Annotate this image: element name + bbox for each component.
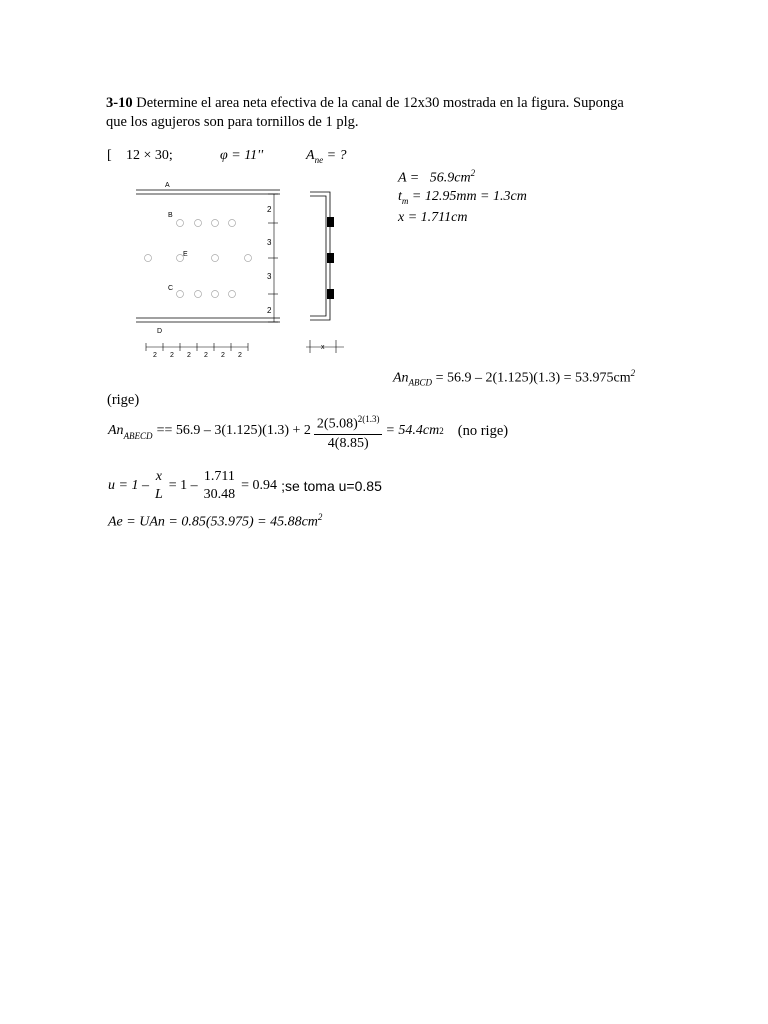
bottom-dimension — [146, 343, 248, 351]
eq-abecd-result: = 54.4cm — [385, 423, 440, 439]
eq-ae — [108, 512, 322, 531]
dim-bottom-4: 2 — [204, 352, 208, 359]
bolt-marker — [327, 289, 334, 299]
x-dimension — [306, 340, 344, 353]
given-line — [107, 148, 112, 164]
eq-abecd-rhs: == 56.9 – 3(1.125)(1.3) + 2 — [156, 423, 311, 439]
x-property: x = 1.711cm — [398, 210, 468, 225]
eq-u — [108, 468, 382, 504]
no-rige-note: (no rige) — [457, 422, 509, 439]
ane-equals: = ? — [326, 148, 347, 163]
label-a: A — [165, 182, 170, 189]
eq-u-result: = 0.94 — [241, 478, 278, 493]
eq-u-f1-num: x — [155, 469, 162, 484]
bolt-marker — [327, 217, 334, 227]
channel-figure — [130, 175, 355, 360]
hole — [177, 255, 184, 262]
eq-abecd-result-exp: 2 — [439, 426, 444, 437]
dim-bottom-3: 2 — [187, 352, 191, 359]
eq-abecd-num-exp: 2(1.3) — [357, 414, 380, 424]
eq-u-f2-den: 30.48 — [203, 487, 236, 502]
rige-note: (rige) — [107, 392, 140, 408]
eq-abecd-den: 4(8.85) — [327, 435, 369, 451]
label-b: B — [168, 212, 173, 219]
area-property — [398, 168, 475, 187]
eq-u-frac1 — [152, 468, 166, 504]
eq-abecd — [108, 410, 508, 453]
eq-abecd-fraction — [314, 410, 383, 453]
dim-right-3: 3 — [267, 272, 272, 281]
hole — [177, 220, 184, 227]
dim-right-2: 3 — [267, 238, 272, 247]
hole — [229, 291, 236, 298]
eq-ae-text: Ae = UAn = 0.85(53.975) = 45.88cm — [108, 514, 318, 530]
eq-abcd-exp: 2 — [630, 368, 636, 378]
section-designation: 12 × 30; — [126, 148, 173, 163]
bolt-marker — [327, 253, 334, 263]
eq-abecd-num: 2(5.08) — [316, 416, 358, 432]
label-e: E — [183, 251, 188, 258]
eq-u-f1-den: L — [154, 487, 163, 502]
tw-value: = 12.95mm = 1.3cm — [411, 189, 527, 204]
dim-bottom-2: 2 — [170, 352, 174, 359]
dim-right-1: 2 — [267, 205, 272, 214]
eq-u-frac2 — [201, 468, 239, 504]
bolt-holes — [145, 220, 252, 298]
hole — [195, 291, 202, 298]
tw-symbol: t — [398, 189, 402, 204]
dim-bottom-1: 2 — [153, 352, 157, 359]
area-value: 56.9cm — [429, 170, 471, 186]
label-c: C — [168, 285, 174, 292]
hole — [212, 291, 219, 298]
eq-u-note: ;se toma u=0.85 — [281, 478, 382, 494]
hole — [229, 220, 236, 227]
eq-u-mid: = 1 – — [168, 478, 198, 493]
bracket-symbol: [ — [107, 148, 112, 163]
problem-number: 3-10 — [106, 95, 133, 111]
eq-ae-exp: 2 — [317, 512, 323, 522]
eq-abcd — [393, 368, 635, 387]
hole — [212, 220, 219, 227]
area-lhs: A = — [398, 170, 420, 186]
area-exp: 2 — [470, 168, 476, 178]
problem-statement — [106, 94, 624, 132]
x-dim-label: x — [321, 344, 325, 351]
ane-unknown — [306, 148, 347, 165]
eq-u-f2-num: 1.711 — [203, 469, 235, 484]
problem-text-2: que los agujeros son para tornillos de 1 plg. — [106, 114, 359, 130]
tw-subscript: m — [401, 195, 409, 206]
dim-bottom-5: 2 — [221, 352, 225, 359]
dim-right-4: 2 — [267, 306, 272, 315]
tw-property — [398, 189, 527, 206]
ane-symbol: A — [306, 148, 315, 163]
eq-abcd-rhs: = 56.9 – 2(1.125)(1.3) = 53.975cm — [435, 370, 631, 386]
eq-abecd-numerator — [314, 410, 383, 435]
eq-abecd-lhs: An — [108, 423, 124, 439]
problem-text-1: Determine el area neta efectiva de la canal de 12x30 mostrada en la figura. Suponga — [136, 95, 624, 111]
hole — [212, 255, 219, 262]
ane-subscript: ne — [314, 154, 324, 165]
problem-line-1 — [106, 94, 624, 113]
eq-u-lhs: u = 1 – — [108, 478, 149, 493]
hole — [195, 220, 202, 227]
hole — [245, 255, 252, 262]
phi-value: φ = 11'' — [220, 148, 264, 163]
hole — [145, 255, 152, 262]
label-d: D — [157, 328, 163, 335]
eq-abcd-lhs: An — [393, 370, 409, 386]
hole — [177, 291, 184, 298]
dim-bottom-6: 2 — [238, 352, 242, 359]
eq-abecd-sub: ABECD — [123, 431, 153, 442]
eq-abcd-sub: ABCD — [408, 377, 433, 388]
